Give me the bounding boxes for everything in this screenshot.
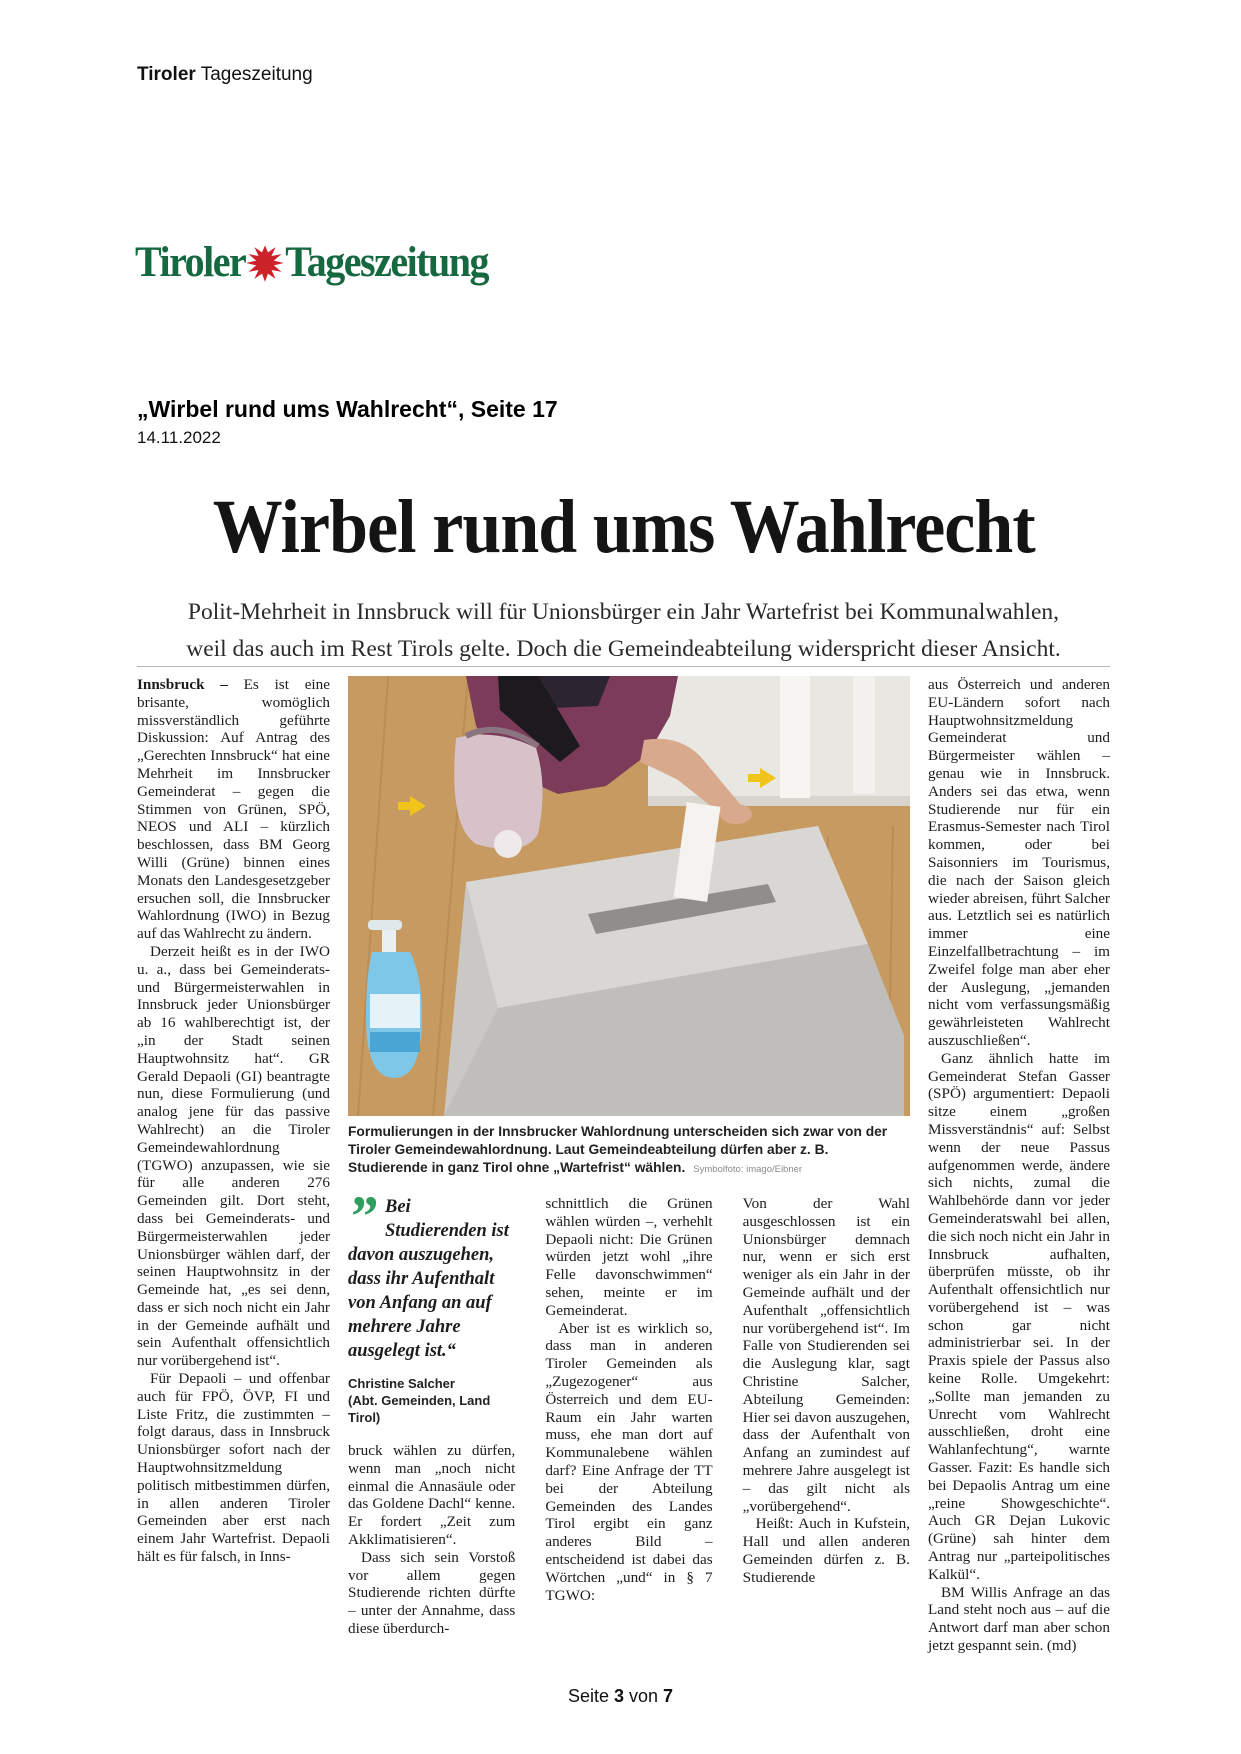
photo-handbag-pompom (494, 830, 522, 858)
pull-quote-text: Bei Studierenden ist davon auszugehen, dass ihr Aufenthalt von Anfang an auf mehrere Jahre ausgelegt ist.“ (348, 1197, 509, 1361)
page-footer (0, 1686, 1241, 1707)
paragraph: BM Willis Anfrage an das Land steht noch aus – auf die Antwort darf man aber schon jetzt gespannt sein. (md) (928, 1583, 1110, 1655)
paragraph-text: Es ist eine brisante, womöglich missverständlich geführte Diskussion: Auf Antrag des „Gerechten Innsbruck“ hat eine Mehrheit im Innsbrucker Gemeinderat – gegen die Stimmen von Grünen, SPÖ, NEOS und ALI – kürzlich beschlossen, dass BM Georg Willi (Grüne) binnen eines Monats den Landesgesetzgeber ersuchen soll, die Innsbrucker Wahlordnung (IWO) in Bezug auf das Wahlrecht zu ändern. (137, 676, 330, 943)
footer-page-number: 3 (613, 1686, 624, 1706)
article-photo (348, 676, 910, 1116)
photo-door-frame-2 (853, 676, 875, 794)
article-subhead (137, 594, 1110, 668)
clipping-date: 14.11.2022 (137, 428, 221, 447)
quote-column-body (348, 1442, 515, 1638)
article-column-left (137, 676, 330, 1566)
middle-columns (348, 1184, 910, 1638)
photo-credit: Symbolfoto: imago/Eibner (693, 1164, 803, 1175)
paragraph: Heißt: Auch in Kufstein, Hall und allen anderen Gemeinden dürfen z. B. Studierende (742, 1515, 910, 1586)
newspaper-logo (135, 238, 488, 285)
quote-attribution (348, 1375, 515, 1426)
paragraph: Ganz ähnlich hatte im Gemeinderat Stefan Gasser (SPÖ) argumentiert: Depaoli sitze einem „großen Missverständnis“ auf: Selbst wenn der neue Passus aufgenommen werde, ändere sich nichts, zumal die Wahlbehörde dann vor jeder Gemeinderatswahl bei allen, die sich noch nicht ein Jahr in Innsbruck aufhalten, überprüfen müsste, ob ihr Aufenthalt offensichtlich nur vorübergehend ist – was schon gar nicht administrierbar sei. In der Praxis spiele der Passus also keine Rolle. Umgekehrt: „Sollte man jemanden zu Unrecht vom Wahlrecht ausschließen, droht eine Wahlanfechtung“, warnte Gasser. Fazit: Es handle sich bei Depaolis Antrag um eine „reine Showgeschichte“. Auch GR Dejan Lukovic (Grüne) sah hinter dem Antrag nur „parteipolitisches Kalkül“. (928, 1049, 1110, 1583)
paragraph: aus Österreich und anderen EU-Ländern sofort nach Hauptwohnsitzmeldung Gemeinderat und Bürgermeister wählen – genau wie in Innsbruck. Anders sei das etwa, wenn Studierende nur für ein Erasmus-Semester nach Tirol kommen, oder bei Saisonniers im Tourismus, die nach der Saison gleich wieder abreisen, führt Salcher aus. Letztlich sei es natürlich immer eine Einzelfallbetrachtung – im Zweifel folge man aber eher der Auslegung, „jemanden nicht vom verfassungsmäßig gewährleisteten Wahlrecht auszuschließen“. (928, 676, 1110, 1049)
document-header-brand-rest: Tageszeitung (195, 64, 313, 85)
footer-label-seite: Seite (567, 1686, 614, 1706)
clipping-title: „Wirbel rund ums Wahlrecht“, Seite 17 (137, 396, 558, 422)
footer-label-von: von (624, 1686, 664, 1706)
eagle-icon (245, 243, 285, 283)
article-headline: Wirbel rund ums Wahlrecht (212, 485, 1035, 569)
paragraph: bruck wählen zu dürfen, wenn man „noch nicht einmal die Annasäule oder das Goldene Dachl“ kenne. Er fordert „Zeit zum Akklimatisieren“. (348, 1442, 516, 1548)
article-column-quote (348, 1184, 516, 1638)
article-column-mid2 (545, 1195, 712, 1638)
dateline: Innsbruck – (137, 676, 228, 693)
article-subhead-line1: Polit-Mehrheit in Innsbruck will für Unionsbürger ein Jahr Wartefrist bei Kommunalwahlen, (187, 599, 1060, 625)
headline-divider (137, 666, 1110, 667)
photo-person-hand (720, 804, 752, 824)
article-column-mid3 (743, 1195, 910, 1638)
photo-caption-text: Formulierungen in der Innsbrucker Wahlordnung unterscheiden sich zwar von der Tiroler Gemeindewahlordnung. Laut Gemeindeabteilung dürfen aber z. B. Studierende in ganz Tirol ohne „Wartefrist“ wählen. (348, 1124, 888, 1175)
paragraph: Aber ist es wirklich so, dass man in anderen Tiroler Gemeinden als „Zugezogener“ aus Österreich und dem EU-Raum ein Jahr warten muss, ehe man dort auf Kommunalebene wählen darf? Eine Anfrage der TT bei der Abteilung Gemeinden des Landes Tirol ergibt ein ganz anderes Bild – entscheidend ist dabei das Wörtchen „und“ in § 7 TGWO: (545, 1319, 713, 1604)
quote-author-role: (Abt. Gemeinden, Land Tirol) (348, 1393, 491, 1425)
paragraph: schnittlich die Grünen wählen würden –, verhehlt Depaoli nicht: Die Grünen würden jetzt wohl „ihre Felle davonschwimmen“ sehen, meinte er im Gemeinderat. (545, 1195, 713, 1319)
photo-handbag (454, 735, 542, 849)
logo-word-tiroler: Tiroler (135, 237, 246, 286)
quote-author: Christine Salcher (348, 1376, 455, 1391)
paragraph: Dass sich sein Vorstoß vor allem gegen Studierende richten dürfte – unter der Annahme, dass diese überdurch- (348, 1548, 516, 1637)
paragraph: Derzeit heißt es in der IWO u. a., dass bei Gemeinderats- und Bürgermeisterwahlen in Innsbruck jeder Unionsbürger ab 16 wahlberechtigt ist, der „in der Stadt seinen Hauptwohnsitz hat“. GR Gerald Depaoli (GI) beantragte nun, diese Formulierung (und analog jene für das passive Wahlrecht) an die Tiroler Gemeindewahlordnung (TGWO) anzupassen, wie sie für alle anderen 276 Gemeinden gilt. Dort steht, dass bei Gemeinderats- und Bürgermeisterwahlen jeder Unionsbürger wählen darf, der seinen Hauptwohnsitz in der Gemeinde hat, „es sei denn, dass er sich noch nicht ein Jahr in der Gemeinde aufhält und sein Aufenthalt offensichtlich nur vorübergehend ist“. (137, 942, 330, 1370)
footer-page-total: 7 (663, 1686, 674, 1706)
document-header-brand-bold: Tiroler (137, 64, 196, 85)
paragraph: Von der Wahl ausgeschlossen ist ein Unionsbürger demnach nur, wenn er sich erst weniger als ein Jahr in der Gemeinde aufhält und der Aufenthalt „offensichtlich nur vorübergehend ist“. Im Falle von Studierenden sei die Auslegung klar, sagt Christine Salcher, Abteilung Gemeinden: Hier sei davon auszugehen, dass der Aufenthalt von Anfang an zumindest auf mehrere Jahre ausgelegt ist – das gilt nicht als „vorübergehend“. (742, 1195, 910, 1515)
article-subhead-line2: weil das auch im Rest Tirols gelte. Doch die Gemeindeabteilung widerspricht dieser Ansicht. (186, 636, 1061, 662)
photo-door-frame (780, 676, 810, 798)
paragraph (137, 676, 330, 943)
article-headline-wrap (137, 484, 1110, 571)
article-column-right (928, 676, 1110, 1655)
paragraph: Für Depaoli – und offenbar auch für FPÖ, ÖVP, FI und Liste Fritz, die zustimmten – folgt daraus, dass in Innsbruck Unionsbürger sofort nach der Hauptwohnsitzmeldung politisch mitbestimmen dürfen, in allen anderen Tiroler Gemeinden aber erst nach einem Jahr Wartefrist. Depaoli hält es für falsch, in Inns- (137, 1370, 330, 1566)
document-header (137, 64, 313, 86)
pull-quote (348, 1184, 515, 1363)
article-middle-section (348, 676, 910, 1638)
quote-mark-icon: ” (348, 1184, 377, 1249)
logo-word-tageszeitung: Tageszeitung (285, 237, 488, 286)
photo-caption (348, 1123, 910, 1179)
